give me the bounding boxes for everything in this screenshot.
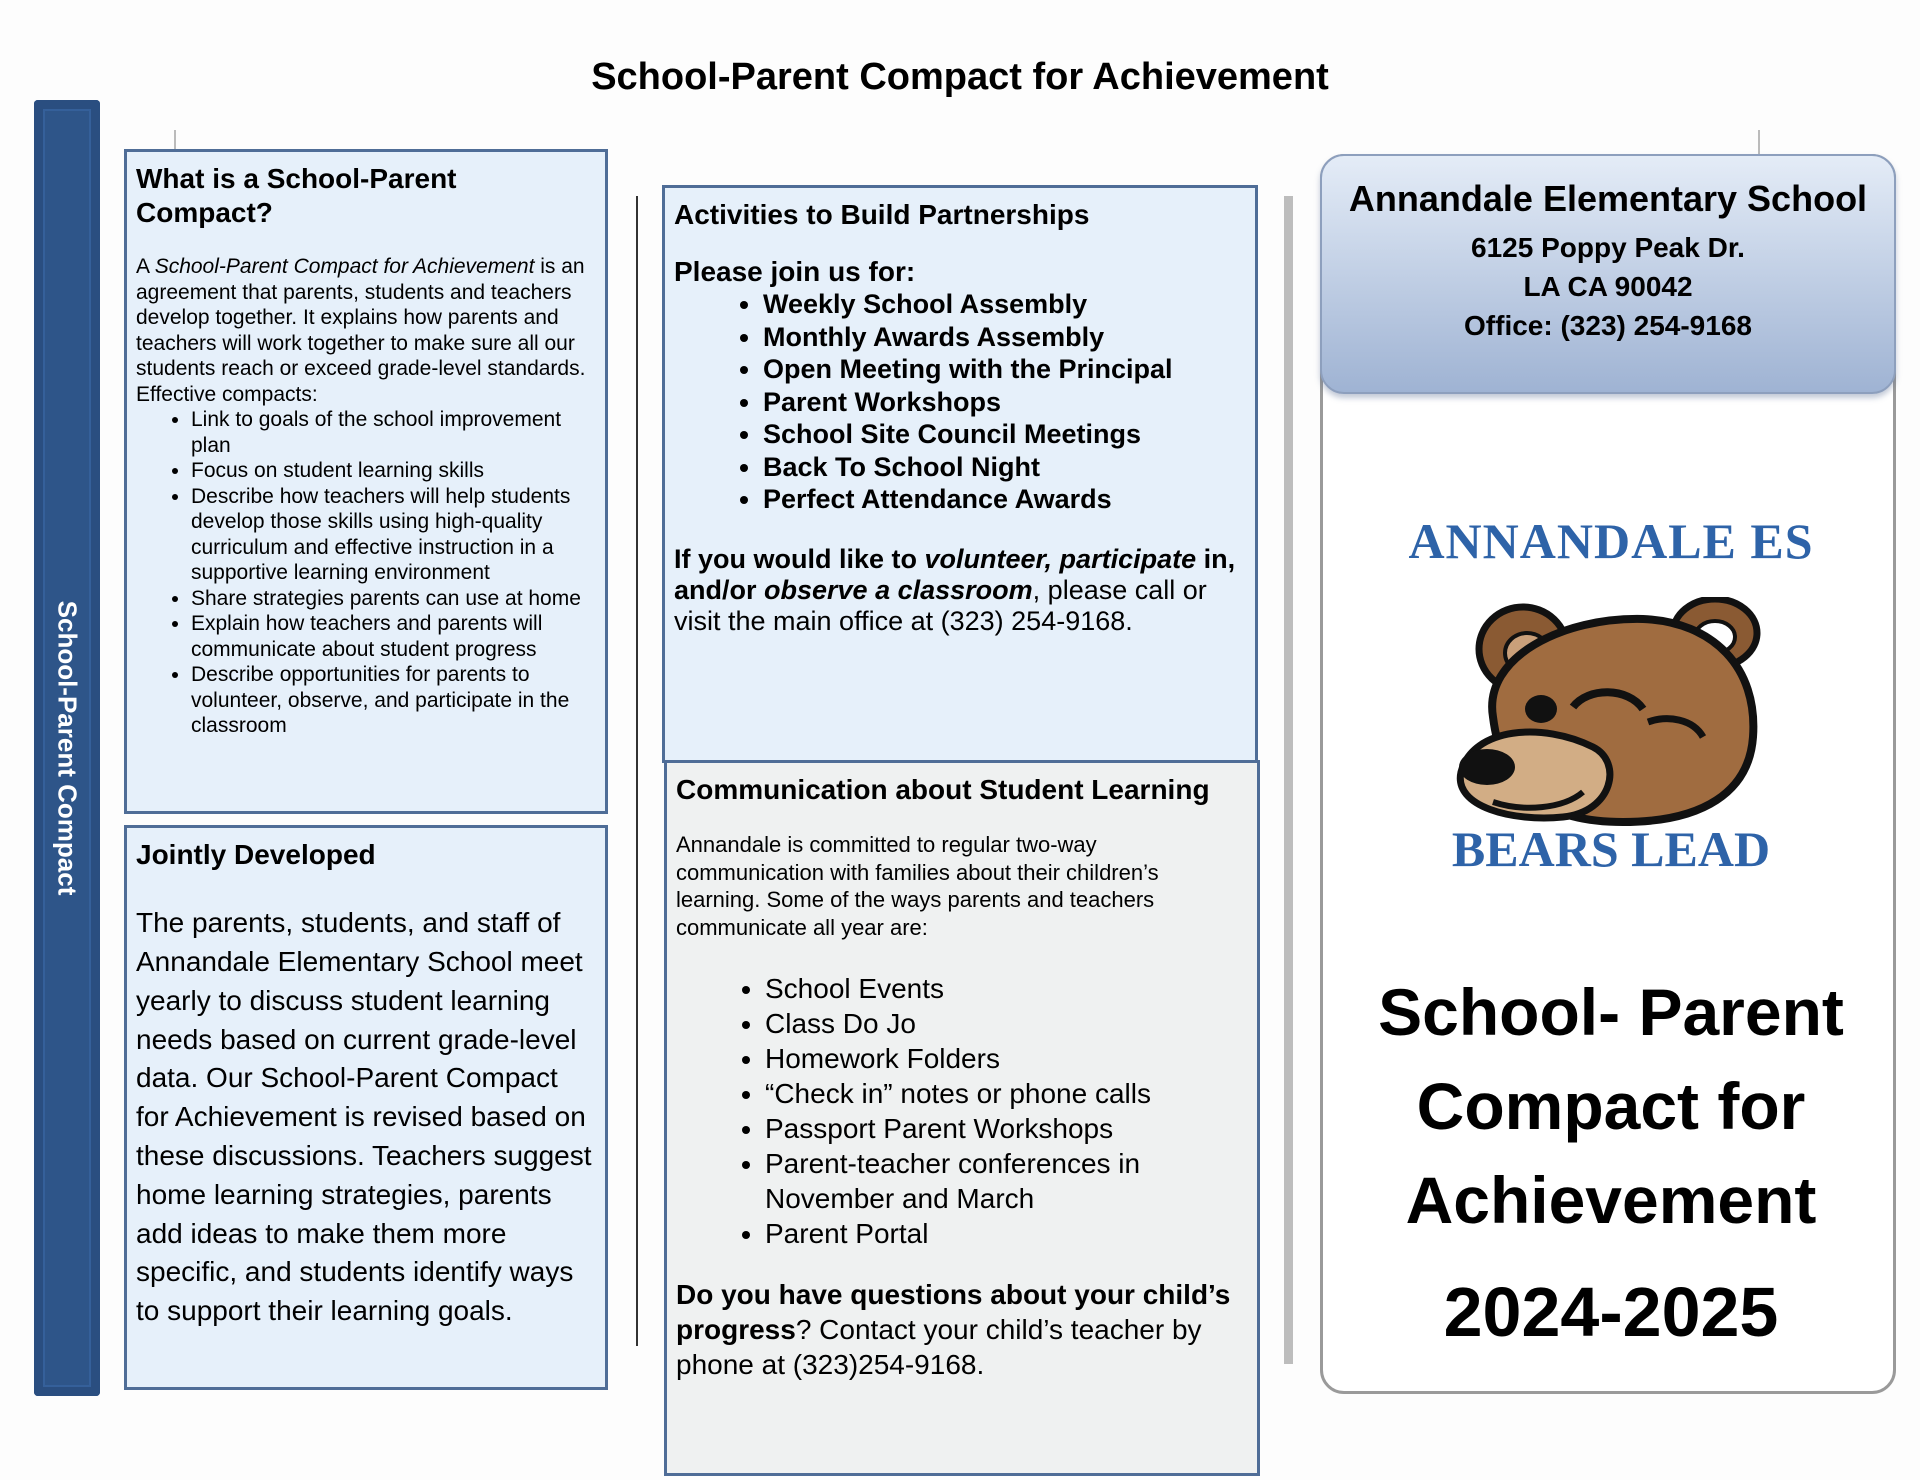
list-item: • Perfect Attendance Awards [763, 483, 1246, 516]
school-name: Annandale Elementary School [1348, 178, 1868, 219]
questions-paragraph: Do you have questions about your child’s progress? Contact your child’s teacher by phone at (323)254-9168. [676, 1279, 1231, 1381]
list-item: • “Check in” notes or phone calls [765, 1076, 1248, 1111]
list-item: • School Events [765, 971, 1248, 1006]
column-divider-2 [1284, 196, 1293, 1364]
list-item: • Class Do Jo [765, 1006, 1248, 1041]
cover-panel [1320, 154, 1896, 1394]
activities-list [674, 288, 1246, 516]
list-item: • School Site Council Meetings [763, 418, 1246, 451]
logo-text-bottom: BEARS LEAD [1451, 821, 1771, 877]
list-item: • Focus on student learning skills [191, 458, 596, 484]
communication-list [676, 971, 1248, 1251]
activities-heading: Activities to Build Partnerships [674, 199, 1090, 230]
column-tick-right [1758, 130, 1760, 156]
jointly-developed-heading: Jointly Developed [136, 839, 376, 870]
list-item: • Weekly School Assembly [763, 288, 1246, 321]
what-is-compact-heading: What is a School-Parent Compact? [136, 163, 457, 229]
join-label: Please join us for: [674, 256, 916, 288]
what-is-compact-intro: A School-Parent Compact for Achievement is an agreement that parents, students and teachers develop together. It explains how parents and teachers will work together to make sure all our students reach or exceed grade-level standards. [136, 255, 586, 381]
side-tab [34, 100, 100, 1396]
list-item: • Monthly Awards Assembly [763, 321, 1246, 354]
communication-intro: Annandale is committed to regular two-way communication with families about their children’s learning. Some of the ways parents and teachers communicate all year are: [676, 832, 1159, 940]
column-divider-1 [636, 196, 638, 1346]
cover-header [1320, 154, 1896, 394]
list-item: • Describe opportunities for parents to volunteer, observe, and participate in the classroom [191, 662, 596, 739]
list-item: • Parent-teacher conferences in November and March [765, 1146, 1248, 1216]
list-item: • Parent Portal [765, 1216, 1248, 1251]
list-item: • Link to goals of the school improvement plan [191, 407, 596, 458]
cover-title: School- Parent Compact for Achievement [1378, 975, 1844, 1237]
list-item: • Explain how teachers and parents will communicate about student progress [191, 611, 596, 662]
school-address: 6125 Poppy Peak Dr. LA CA 90042 Office: (323) 254-9168 [1464, 232, 1752, 341]
communication-box [664, 760, 1260, 1476]
side-tab-label: School-Parent Compact [52, 600, 83, 896]
list-item: • Passport Parent Workshops [765, 1111, 1248, 1146]
bear-mascot-icon [1453, 597, 1783, 827]
list-item: • Open Meeting with the Principal [763, 353, 1246, 386]
volunteer-paragraph: If you would like to volunteer, participate in, and/or observe a classroom, please call or visit the main office at (323) 254-9168. [674, 543, 1236, 636]
jointly-developed-body: The parents, students, and staff of Annandale Elementary School meet yearly to discuss student learning needs based on current grade-level data. Our School-Parent Compact for Achievement is revised based on these discussions. Teachers suggest home learning strategies, parents add ideas to make them more specific, and students identify ways to support their learning goals. [136, 907, 592, 1327]
list-item: • Back To School Night [763, 451, 1246, 484]
page-title: School-Parent Compact for Achievement [591, 56, 1329, 98]
list-item: • Parent Workshops [763, 386, 1246, 419]
activities-box [662, 185, 1258, 763]
jointly-developed-box [124, 825, 608, 1390]
list-item: • Describe how teachers will help students develop those skills using high-quality curriculum and effective instruction in a supportive learning environment [191, 484, 596, 586]
effective-compacts-label: Effective compacts: [136, 382, 318, 406]
what-is-compact-box [124, 149, 608, 814]
list-item: • Homework Folders [765, 1041, 1248, 1076]
list-item: • Share strategies parents can use at home [191, 586, 596, 612]
effective-compacts-list [136, 407, 596, 739]
cover-year: 2024-2025 [1443, 1273, 1779, 1351]
communication-heading: Communication about Student Learning [676, 774, 1210, 805]
logo-text-top: ANNANDALE ES [1408, 513, 1814, 569]
